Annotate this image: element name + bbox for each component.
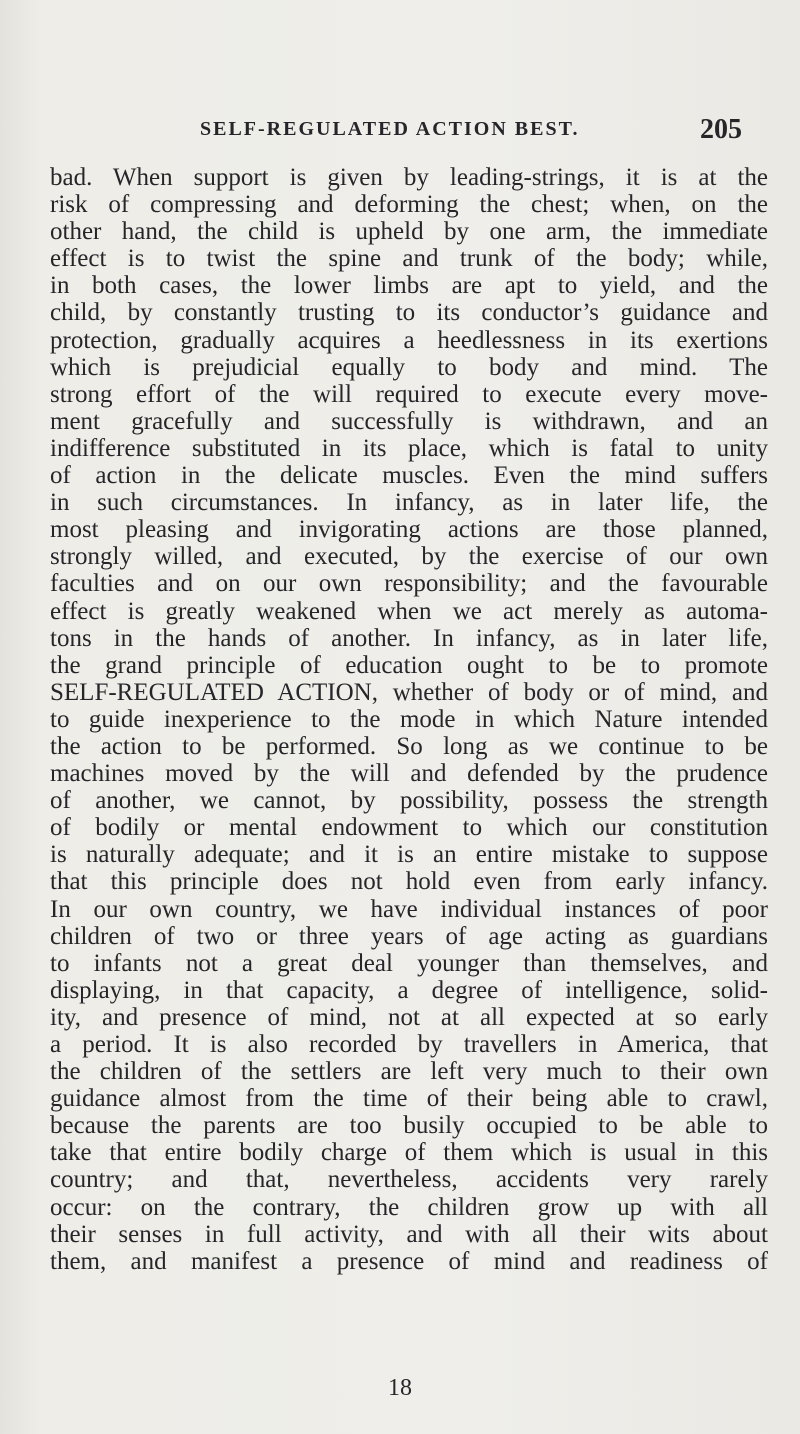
- text-line: of another, we cannot, by possibility, possess the strength: [50, 787, 768, 815]
- text-line: to guide inexperience to the mode in which Nature intended: [50, 705, 768, 733]
- text-line: which is prejudicial equally to body and mind. The: [50, 353, 768, 381]
- text-line: In our own country, we have individual instances of poor: [50, 895, 768, 923]
- text-line: because the parents are too busily occupied to be able to: [50, 1112, 768, 1140]
- text-line: tons in the hands of another. In infancy, as in later life,: [50, 624, 768, 652]
- text-line: most pleasing and invigorating actions are those planned,: [50, 516, 768, 544]
- text-line: machines moved by the will and defended by the prudence: [50, 760, 768, 788]
- text-line: the grand principle of education ought to be to promote: [50, 651, 768, 679]
- text-line: their senses in full activity, and with all their wits about: [50, 1220, 768, 1248]
- text-line: that this principle does not hold even from early infancy.: [50, 868, 768, 896]
- text-line: indifference substituted in its place, which is fatal to unity: [50, 434, 768, 462]
- text-line: to infants not a great deal younger than themselves, and: [50, 949, 768, 977]
- text-line: children of two or three years of age acting as guardians: [50, 922, 768, 950]
- text-line: occur: on the contrary, the children grow up with all: [50, 1193, 768, 1221]
- text-line: guidance almost from the time of their being able to crawl,: [50, 1085, 768, 1113]
- text-line: bad. When support is given by leading-strings, it is at the: [50, 164, 768, 191]
- text-line: effect is to twist the spine and trunk of the body; while,: [50, 245, 768, 273]
- text-line: in both cases, the lower limbs are apt to yield, and the: [50, 272, 768, 300]
- text-line: risk of compressing and deforming the chest; when, on the: [50, 191, 768, 219]
- text-line: faculties and on our own responsibility; and the favourable: [50, 570, 768, 598]
- text-line: strong effort of the will required to execute every move-: [50, 380, 768, 408]
- text-line: ity, and presence of mind, not at all expected at so early: [50, 1003, 768, 1031]
- text-line: take that entire bodily charge of them which is usual in this: [50, 1139, 768, 1167]
- text-line: the action to be performed. So long as we continue to be: [50, 732, 768, 760]
- text-line: is naturally adequate; and it is an entire mistake to suppose: [50, 841, 768, 869]
- text-line: SELF-REGULATED ACTION, whether of body or of mind, and: [50, 678, 768, 706]
- text-line: effect is greatly weakened when we act merely as automa-: [50, 597, 768, 625]
- signature-mark: 18: [388, 1375, 412, 1401]
- text-line: displaying, in that capacity, a degree of intelligence, solid-: [50, 976, 768, 1004]
- text-line: of action in the delicate muscles. Even the mind suffers: [50, 462, 768, 490]
- text-line: child, by constantly trusting to its conductor’s guidance and: [50, 299, 768, 327]
- text-line: the children of the settlers are left very much to their own: [50, 1058, 768, 1086]
- text-line: a period. It is also recorded by travellers in America, that: [50, 1031, 768, 1058]
- body-text: [50, 164, 768, 1275]
- text-line: country; and that, nevertheless, accidents very rarely: [50, 1166, 768, 1194]
- text-line: ment gracefully and successfully is withdrawn, and an: [50, 407, 768, 435]
- page-number: 205: [700, 114, 742, 145]
- text-line: strongly willed, and executed, by the exercise of our own: [50, 543, 768, 571]
- text-line: of bodily or mental endowment to which our constitution: [50, 814, 768, 842]
- running-head: SELF-REGULATED ACTION BEST.: [200, 118, 580, 140]
- text-line: other hand, the child is upheld by one arm, the immediate: [50, 218, 768, 246]
- text-line: them, and manifest a presence of mind and readiness of: [50, 1247, 768, 1275]
- text-line: in such circumstances. In infancy, as in later life, the: [50, 489, 768, 517]
- text-line: protection, gradually acquires a heedlessness in its exertions: [50, 326, 768, 354]
